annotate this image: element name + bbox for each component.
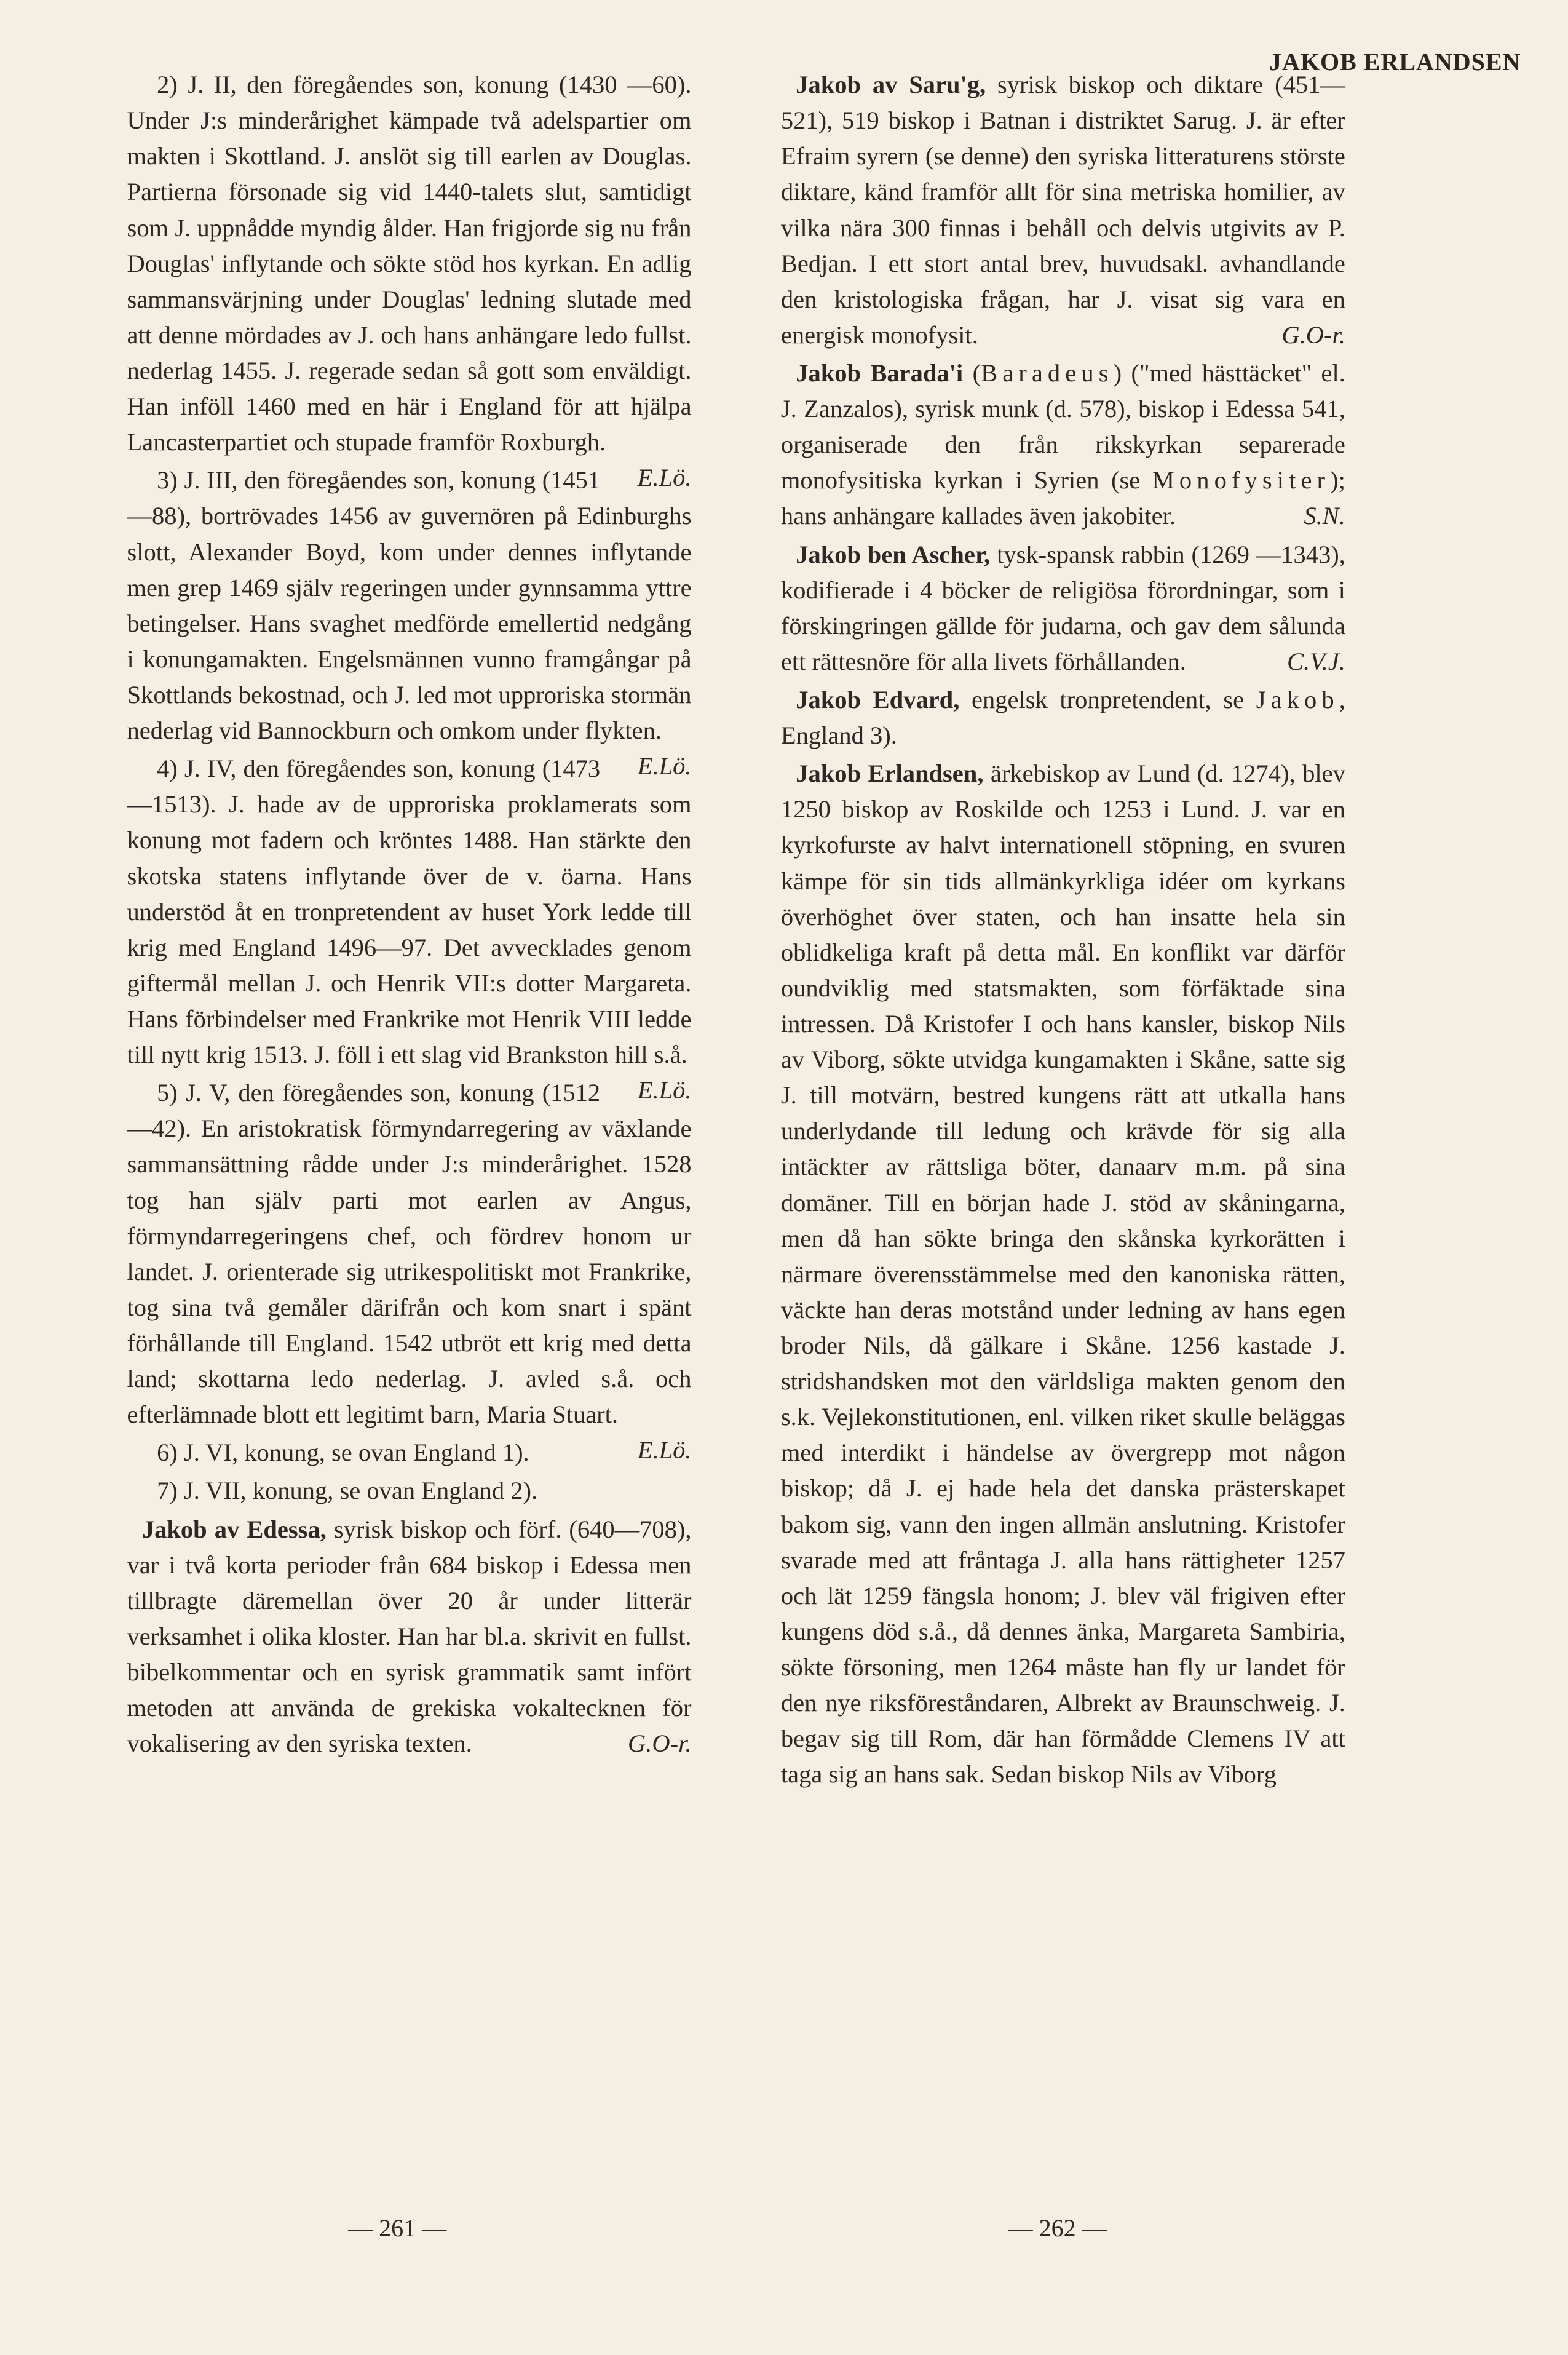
- entry-text: (: [963, 359, 981, 387]
- author-signature: E.Lö.: [637, 1436, 692, 1464]
- author-signature: E.Lö.: [637, 464, 692, 492]
- entry-jakob-av-edessa: [127, 1512, 692, 1762]
- entry-text: 2) J. II, den föregåendes son, konung (1430 —60). Under J:s minderårighet kämpade två adelspartier om makten i Skottland. J. anslöt sig till earlen av Douglas. Partierna försonade sig vid 1440-talets slut, samtidigt som J. uppnådde myndig ålder. Han frigjorde sig nu från Douglas' inflytande och sökte stöd hos kyrkan. En adlig sammansvärjning under Douglas' ledning slutade med att denne mördades av J. och hans anhängare ledo fullst. nederlag 1455. J. regerade sedan så gott som enväldigt. Han inföll 1460 med en här i England för att hjälpa Lancasterpartiet och stupade framför Roxburgh.: [127, 71, 692, 456]
- entry-text: 6) J. VI, konung, se ovan England 1).: [157, 1439, 529, 1467]
- entry-headword: Jakob Barada'i: [796, 359, 964, 387]
- entry-text: 4) J. IV, den föregåendes son, konung (1473 —1513). J. hade av de upproriska proklamerats som konung mot fadern och kröntes 1488. Han stärkte den skotska statens inflytande över de v. öarna. Hans understöd åt en tronpretendent av huset York ledde till krig med England 1496—97. Det avvecklades genom giftermål mellan J. och Henrik VII:s dotter Margareta. Hans förbindelser med Frankrike mot Henrik VIII ledde till nytt krig 1513. J. föll i ett slag vid Brankston hill s.å.: [127, 755, 692, 1069]
- page-number-left: — 261 —: [348, 2214, 447, 2242]
- running-head: JAKOB ERLANDSEN: [1269, 47, 1521, 76]
- entry-text: syrisk biskop och diktare (451—521), 519 biskop i Batnan i distriktet Sarug. J. är efter Efraim syrern (se denne) den syriska litteraturens störste diktare, känd framför allt för sina metriska homilier, av vilka nära 300 finnas i behåll och delvis utgivits av P. Bedjan. I ett stort antal brev, huvudsakl. avhandlande den kristologiska frågan, har J. visat sig vara en energisk monofysit.: [780, 71, 1345, 349]
- entry-james-iv: [127, 751, 692, 1105]
- entry-text: 3) J. III, den föregåendes son, konung (1451 —88), bortrövades 1456 av guvernören på Edinburghs slott, Alexander Boyd, kom under dennes inflytande men grep 1469 själv regeringen under gynnsamma yttre betingelser. Hans svaghet medförde emellertid nedgång i konungamakten. Engelsmännen vunno framgångar på Skottlands bekostnad, och J. led mot upproriska stormän nederlag vid Bannockburn och omkom under flykten.: [127, 466, 692, 745]
- entry-text: , England 3).: [780, 685, 1345, 750]
- entry-text: 5) J. V, den föregåendes son, konung (1512 —42). En aristokratisk förmyndarregering av växlande sammansättning rådde under J:s minderårighet. 1528 tog han själv parti mot earlen av Angus, förmyndarregeringens chef, och fördrev honom ur landet. J. orienterade sig utrikespolitiskt mot Frankrike, tog sina två gemåler därifrån och kom snart i spänt förhållande till England. 1542 utbröt ett krig med detta land; skottarna ledo nederlag. J. avled s.å. och efterlämnade blott ett legitimt barn, Maria Stuart.: [127, 1079, 692, 1429]
- entry-text: ); hans anhängare kallades även jakobiter.: [780, 466, 1345, 530]
- entry-text: 7) J. VII, konung, se ovan England 2).: [157, 1477, 538, 1505]
- author-signature: E.Lö.: [637, 752, 692, 780]
- spaced-term: Baradeus: [981, 359, 1114, 387]
- cross-reference: Monofysiter: [1152, 466, 1331, 494]
- entry-jakob-erlandsen: [781, 756, 1345, 1792]
- left-column: [127, 67, 692, 1764]
- entry-headword: Jakob Edvard,: [796, 685, 960, 713]
- author-signature: S.N.: [1304, 502, 1345, 530]
- entry-james-ii: [127, 67, 692, 492]
- author-signature: C.V.J.: [1287, 647, 1345, 675]
- entry-jakob-baradai: [781, 355, 1345, 534]
- cross-reference: Jakob: [1256, 685, 1339, 713]
- right-column: [781, 67, 1345, 1795]
- entry-james-vii: [127, 1473, 692, 1509]
- page-number-right: — 262 —: [1008, 2214, 1107, 2242]
- entry-headword: Jakob av Saru'g,: [796, 71, 986, 99]
- entry-jakob-edvard: [781, 682, 1345, 753]
- entry-jakob-av-sarug: [781, 67, 1345, 353]
- entry-text: engelsk tronpretendent, se: [959, 685, 1256, 713]
- author-signature: E.Lö.: [637, 1076, 692, 1105]
- entry-text: syrisk biskop och förf. (640—708), var i två korta perioder från 684 biskop i Edessa men tillbragte däremellan över 20 år under litterär verksamhet i olika kloster. Han har bl.a. skrivit en fullst. bibelkommentar och en syrisk grammatik samt infört metoden att använda de grekiska vokaltecknen för vokalisering av den syriska texten.: [127, 1515, 692, 1758]
- entry-james-iii: [127, 463, 692, 780]
- entry-jakob-ben-ascher: [781, 537, 1345, 680]
- author-signature: G.O-r.: [628, 1730, 692, 1758]
- entry-text: ärkebiskop av Lund (d. 1274), blev 1250 biskop av Roskilde och 1253 i Lund. J. var en kyrkofurste av halvt internationell stöpning, en svuren kämpe för sin tids allmänkyrkliga idéer om kyrkans överhöghet över staten, och han insatte hela sin oblidkeliga kraft på detta mål. En konflikt var därför oundviklig med statsmakten, som förfäktade sina intressen. Då Kristofer I och hans kansler, biskop Nils av Viborg, sökte utvidga kungamakten i Skåne, satte sig J. till motvärn, bestred kungens rätt att utkalla hans underlydande till ledung och krävde för sig alla intäckter av rättsliga böter, danaarv m.m. på sina domäner. Till en början hade J. stöd av skåningarna, men då han sökte bringa den skånska kyrkorätten i närmare överensstämmelse med den kanoniska rätten, väckte han deras motstånd under ledning av hans egen broder Nils, då gälkare i Skåne. 1256 kastade J. stridshandsken mot den världsliga makten genom den s.k. Vejlekonstitutionen, enl. vilken riket skulle beläggas med interdikt i händelse av övergrepp mot någon biskop; då J. ej hade hela det danska prästerskapet bakom sig, vann den ingen allmän anslutning. Kristofer svarade med att fråntaga J. alla hans rättigheter 1257 och lät 1259 fängsla honom; J. blev väl frigiven efter kungens död s.å., då dennes änka, Margareta Sambiria, sökte försoning, men 1264 måste han fly ur landet för den nye riksföreståndaren, Albrekt av Braunschweig. J. begav sig till Rom, där han förmådde Clemens IV att taga sig an hans sak. Sedan biskop Nils av Viborg: [780, 760, 1345, 1789]
- entry-headword: Jakob Erlandsen,: [796, 760, 984, 788]
- entry-headword: Jakob ben Ascher,: [796, 540, 991, 568]
- entry-text: ) ("med hästtäcket" el. J. Zanzalos), syrisk munk (d. 578), biskop i Edessa 541, organiserade den från rikskyrkan separerade monofysitiska kyrkan i Syrien (se: [780, 359, 1345, 494]
- entry-text: tysk-spansk rabbin (1269 —1343), kodifierade i 4 böcker de religiösa förordningar, som i förskingringen gällde för judarna, och gav dem sålunda ett rättesnöre för alla livets förhållanden.: [780, 540, 1345, 675]
- entry-james-vi: [127, 1435, 692, 1471]
- author-signature: G.O-r.: [1281, 320, 1345, 349]
- entry-headword: Jakob av Edessa,: [141, 1515, 327, 1543]
